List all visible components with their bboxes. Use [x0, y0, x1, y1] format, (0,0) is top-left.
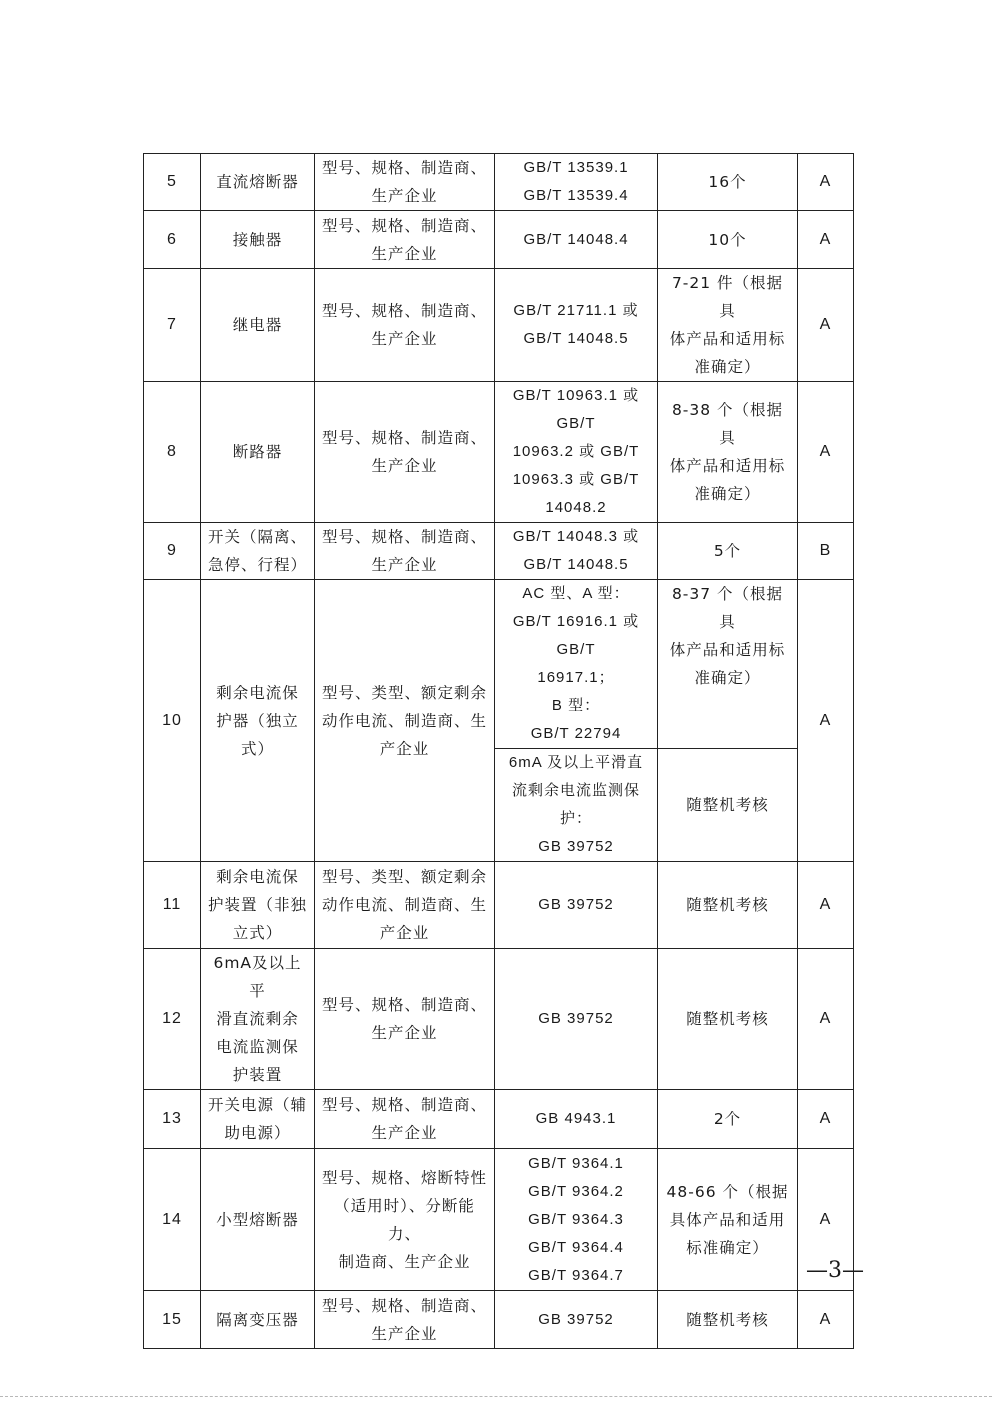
applicable-standard: GB/T 10963.1 或 GB/T 10963.2 或 GB/T 10963.3 或 GB/T 14048.2 [495, 382, 658, 523]
table-row [144, 523, 854, 580]
required-items: 型号、规格、熔断特性 （适用时）、分断能力、 制造商、生产企业 [315, 1149, 495, 1291]
sample-quantity: 8-37 个（根据具 体产品和适用标 准确定） [658, 580, 798, 749]
required-items: 型号、类型、额定剩余 动作电流、制造商、生 产企业 [315, 862, 495, 949]
required-items: 型号、规格、制造商、 生产企业 [315, 211, 495, 269]
applicable-standard: GB 4943.1 [495, 1090, 658, 1149]
sample-quantity: 16个 [658, 154, 798, 211]
sample-quantity: 7-21 件（根据具 体产品和适用标 准确定） [658, 269, 798, 382]
applicable-standard: GB/T 9364.1 GB/T 9364.2 GB/T 9364.3 GB/T 9364.4 GB/T 9364.7 [495, 1149, 658, 1291]
grade: B [798, 523, 854, 580]
table-row [144, 1090, 854, 1149]
row-number: 15 [144, 1291, 201, 1349]
sample-quantity: 随整机考核 [658, 749, 798, 862]
applicable-standard: GB/T 14048.4 [495, 211, 658, 269]
required-items: 型号、规格、制造商、 生产企业 [315, 949, 495, 1090]
table-row [144, 382, 854, 523]
required-items: 型号、规格、制造商、 生产企业 [315, 269, 495, 382]
scan-edge-divider [0, 1396, 992, 1397]
component-name: 剩余电流保 护装置（非独 立式） [201, 862, 315, 949]
row-number: 11 [144, 862, 201, 949]
row-number: 13 [144, 1090, 201, 1149]
table-row [144, 580, 854, 749]
sample-quantity: 5个 [658, 523, 798, 580]
table-row [144, 154, 854, 211]
table-row [144, 269, 854, 382]
grade: A [798, 949, 854, 1090]
required-items: 型号、规格、制造商、 生产企业 [315, 382, 495, 523]
component-name: 直流熔断器 [201, 154, 315, 211]
row-number: 6 [144, 211, 201, 269]
required-items: 型号、规格、制造商、 生产企业 [315, 1291, 495, 1349]
sample-quantity: 8-38 个（根据具 体产品和适用标 准确定） [658, 382, 798, 523]
applicable-standard: GB 39752 [495, 1291, 658, 1349]
component-name: 继电器 [201, 269, 315, 382]
sample-quantity: 随整机考核 [658, 1291, 798, 1349]
grade: A [798, 1291, 854, 1349]
table-row [144, 949, 854, 1090]
table-row [144, 211, 854, 269]
applicable-standard: GB/T 21711.1 或 GB/T 14048.5 [495, 269, 658, 382]
sample-quantity: 随整机考核 [658, 862, 798, 949]
sample-quantity: 10个 [658, 211, 798, 269]
grade: A [798, 382, 854, 523]
component-name: 接触器 [201, 211, 315, 269]
component-name: 断路器 [201, 382, 315, 523]
applicable-standard: GB/T 14048.3 或 GB/T 14048.5 [495, 523, 658, 580]
component-name: 小型熔断器 [201, 1149, 315, 1291]
component-name: 开关（隔离、 急停、行程） [201, 523, 315, 580]
grade: A [798, 1090, 854, 1149]
row-number: 9 [144, 523, 201, 580]
applicable-standard: GB 39752 [495, 949, 658, 1090]
row-number: 14 [144, 1149, 201, 1291]
table-row [144, 862, 854, 949]
component-name: 隔离变压器 [201, 1291, 315, 1349]
component-name: 剩余电流保 护器（独立 式） [201, 580, 315, 862]
grade: A [798, 580, 854, 862]
page-number: —3— [806, 1258, 864, 1283]
grade: A [798, 154, 854, 211]
component-requirements-table [143, 153, 854, 1349]
table-row [144, 1149, 854, 1291]
table-row [144, 1291, 854, 1349]
sample-quantity: 随整机考核 [658, 949, 798, 1090]
applicable-standard: GB/T 13539.1 GB/T 13539.4 [495, 154, 658, 211]
grade: A [798, 211, 854, 269]
row-number: 7 [144, 269, 201, 382]
grade: A [798, 269, 854, 382]
required-items: 型号、规格、制造商、 生产企业 [315, 523, 495, 580]
required-items: 型号、规格、制造商、 生产企业 [315, 154, 495, 211]
grade: A [798, 1149, 854, 1291]
row-number: 8 [144, 382, 201, 523]
applicable-standard: AC 型、A 型： GB/T 16916.1 或 GB/T 16917.1； B 型： GB/T 22794 [495, 580, 658, 749]
component-name: 开关电源（辅 助电源） [201, 1090, 315, 1149]
row-number: 10 [144, 580, 201, 862]
applicable-standard: 6mA 及以上平滑直 流剩余电流监测保 护： GB 39752 [495, 749, 658, 862]
grade: A [798, 862, 854, 949]
required-items: 型号、规格、制造商、 生产企业 [315, 1090, 495, 1149]
required-items: 型号、类型、额定剩余 动作电流、制造商、生 产企业 [315, 580, 495, 862]
row-number: 12 [144, 949, 201, 1090]
applicable-standard: GB 39752 [495, 862, 658, 949]
component-name: 6mA及以上平 滑直流剩余 电流监测保 护装置 [201, 949, 315, 1090]
sample-quantity: 2个 [658, 1090, 798, 1149]
sample-quantity: 48-66 个（根据 具体产品和适用 标准确定） [658, 1149, 798, 1291]
row-number: 5 [144, 154, 201, 211]
